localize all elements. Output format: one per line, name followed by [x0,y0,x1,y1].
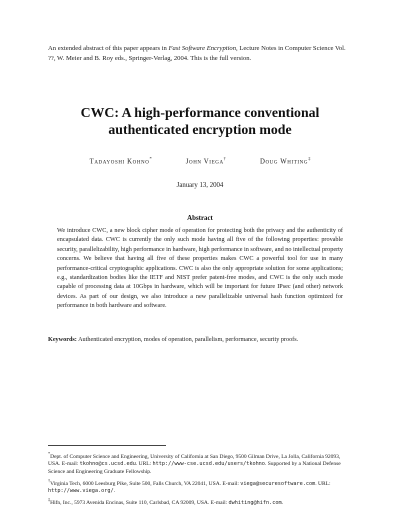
author [90,156,152,165]
footnote-text: . [113,488,115,495]
author-name: Doug Whiting [259,158,309,166]
keywords-label: Keywords: [48,336,77,343]
author-name: Tadayoshi Kohno [89,158,150,166]
footnote [48,450,353,477]
footnote [48,496,353,507]
footnote-mark: ‡ [48,496,51,502]
footnote-mark: * [48,451,51,456]
footnote-text: Virginia Tech, 6000 Leesburg Pike, Suite 500, Falls Church, VA 22041, USA. E-mail: [50,480,241,487]
footnote-text: Hifn, Inc., 5973 Avenida Encinas, Suite 110, Carlsbad, CA 92009, USA. E-mail: [50,499,229,506]
author [186,156,226,165]
note-text-after: , Lecture Notes in Computer Science Vol. ??, W. Meier and B. Roy eds., Springer-Verlag, 2004. This is the full version. [48,45,346,62]
note-text-before: An extended abstract of this paper appears in [48,45,169,52]
footnote-email[interactable]: viega@securesoftware.com [240,480,316,487]
abstract-heading: Abstract [187,215,213,222]
footnote-text: . [281,499,283,506]
footnote-email[interactable]: tkohno@cs.ucsd.edu [79,461,136,468]
footnote-email[interactable]: dwhiting@hifn.com [228,499,282,506]
footnote-text: . URL: [135,461,153,468]
abstract-body: We introduce CWC, a new block cipher mode of operation for protecting both the privacy and the authenticity of encapsulated data. CWC is currently the only such mode having all five of the following properties: provable security, parallelizability, high performance in hardware, high performance in software, and no intellectual property concerns. We believe that having all five of these properties makes CWC a powerful tool for use in many performance-critical cryptographic applications. CWC is also the only appropriate solution for some applications; e.g., standardization bodies like the IETF and NIST prefer patent-free modes, and CWC is the only such mode capable of processing data at 10Gbps in hardware, which will be important for future IPsec (and other) network devices. As part of our design, we also introduce a new parallelizable universal hash function optimized for performance in both hardware and software. [57,227,343,310]
footnote [48,477,353,496]
author-mark: * [149,156,152,161]
footnote-url[interactable]: http://www.viega.org/ [48,488,114,495]
footnote-rule [48,445,166,446]
footnotes [48,450,353,507]
paper-title: CWC: A high-performance conventional authenticated encryption mode [80,105,320,137]
footnote-url[interactable]: http://www-cse.ucsd.edu/users/tkohno [152,461,265,468]
footnote-text: Dept. of Computer Science and Engineering, University of California at San Diego, 9500 Gilman Drive, La Jolla, California 92093, USA. E-mail: [48,453,341,468]
footnote-text: . Supported by a National Defense Science and Engineering Graduate Fellowship. [48,461,341,476]
keywords [48,335,352,344]
publication-note [48,44,354,64]
paper-date: January 13, 2004 [176,182,224,189]
footnote-mark: † [48,477,51,483]
author-list [44,156,356,165]
author-name: John Viega [185,158,224,166]
note-venue: Fast Software Encryption [168,45,237,52]
footnote-text: . URL: [315,480,331,487]
keywords-text: Authenticated encryption, modes of operation, parallelism, performance, security proofs. [78,336,299,343]
author-mark: ‡ [308,156,311,161]
author-mark: † [223,156,226,161]
author [260,156,310,165]
